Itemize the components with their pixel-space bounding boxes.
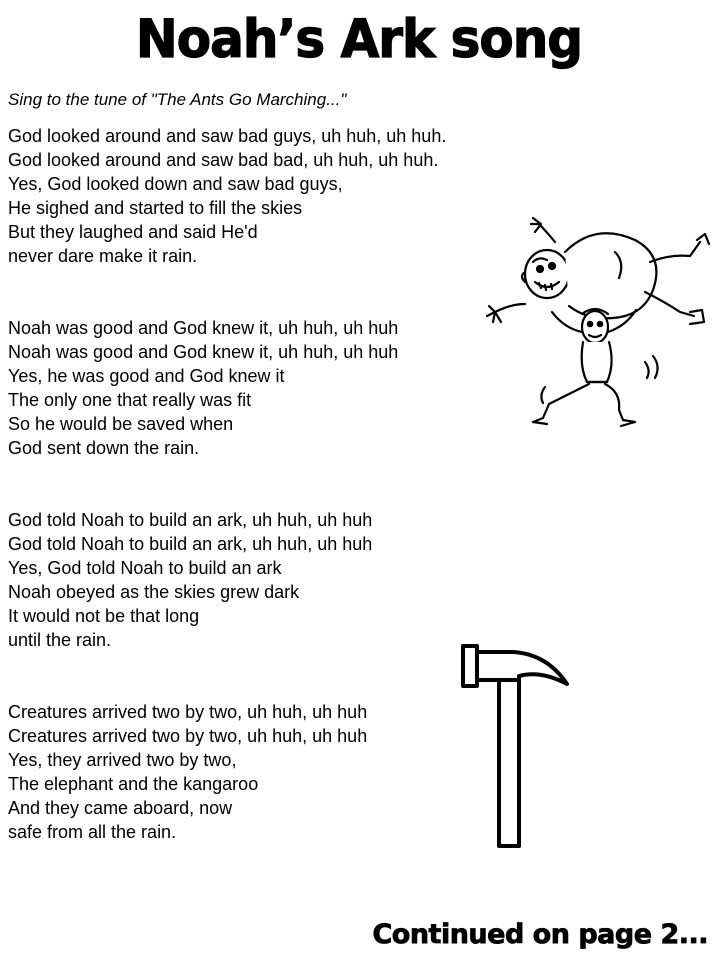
verse-line: safe from all the rain. — [8, 822, 177, 842]
hammer-icon — [455, 640, 575, 852]
verse-line: But they laughed and said He'd — [8, 222, 258, 242]
verse-line: never dare make it rain. — [8, 246, 198, 266]
verse-line: Noah was good and God knew it, uh huh, uh huh — [8, 342, 399, 362]
verse-3 — [8, 508, 372, 652]
verse-line: The elephant and the kangaroo — [8, 774, 259, 794]
verse-line: God sent down the rain. — [8, 438, 200, 458]
page-title: Noah’s Ark song — [135, 8, 583, 70]
verse-line: And they came aboard, now — [8, 798, 233, 818]
verse-line: He sighed and started to fill the skies — [8, 198, 303, 218]
verse-line: Yes, he was good and God knew it — [8, 366, 285, 386]
verse-line: Yes, God looked down and saw bad guys, — [8, 174, 343, 194]
verse-line: God looked around and saw bad guys, uh huh, uh huh. — [8, 126, 447, 146]
verse-line: until the rain. — [8, 630, 112, 650]
verse-line: So he would be saved when — [8, 414, 234, 434]
wrestling-men-illustration — [485, 212, 715, 437]
verse-line: Yes, God told Noah to build an ark — [8, 558, 282, 578]
verse-line: It would not be that long — [8, 606, 200, 626]
verse-line: The only one that really was fit — [8, 390, 252, 410]
verse-2 — [8, 316, 398, 460]
verse-line: God told Noah to build an ark, uh huh, uh huh — [8, 510, 373, 530]
big-man-figure — [487, 218, 709, 324]
song-tune-note: Sing to the tune of "The Ants Go Marching..." — [8, 90, 347, 109]
verse-line: God told Noah to build an ark, uh huh, uh huh — [8, 534, 373, 554]
verse-line: God looked around and saw bad bad, uh huh, uh huh. — [8, 150, 439, 170]
verse-4 — [8, 700, 367, 844]
verse-line: Noah obeyed as the skies grew dark — [8, 582, 300, 602]
verse-line: Noah was good and God knew it, uh huh, uh huh — [8, 318, 399, 338]
verse-line: Yes, they arrived two by two, — [8, 750, 237, 770]
verse-line: Creatures arrived two by two, uh huh, uh huh — [8, 726, 368, 746]
small-man-figure — [533, 309, 658, 426]
verse-1 — [8, 124, 446, 268]
verse-line: Creatures arrived two by two, uh huh, uh huh — [8, 702, 368, 722]
continued-note: Continued on page 2... — [372, 919, 708, 950]
